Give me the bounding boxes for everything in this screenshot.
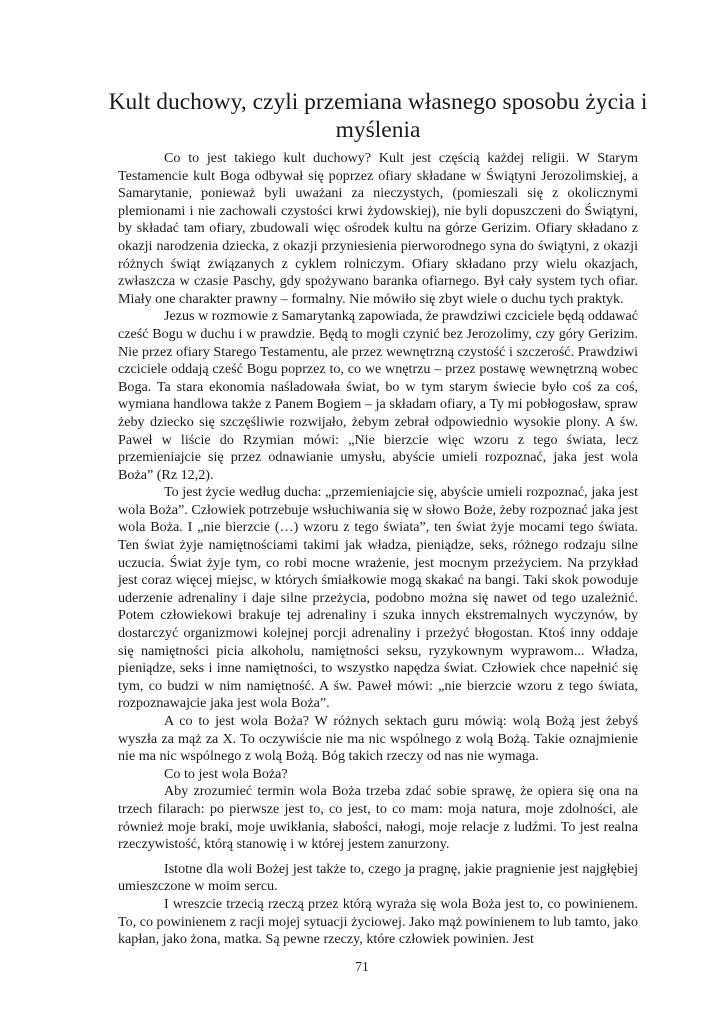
paragraph: Aby zrozumieć termin wola Boża trzeba zdać sobie sprawę, że opiera się ona na trzech filarach: po pierwsze jest to, co jest, to co mam: moja natura, moje zdolności, ale również moje braki, moje uwikłania, słabości, nałogi, moje relacje z ludźmi. To jest realna rzeczywistość, którą stanowię i w której jestem zanurzony.	[118, 783, 638, 853]
paragraph: A co to jest wola Boża? W różnych sektach guru mówią: wolą Bożą jest żebyś wyszła za mąż za X. To oczywiście nie ma nic wspólnego z wolą Bożą. Takie oznajmienie nie ma nic wspólnego z wolą Bożą. Bóg takich rzeczy od nas nie wymaga.	[118, 713, 638, 765]
paragraph: Co to jest takiego kult duchowy? Kult jest częścią każdej religii. W Starym Testamencie kult Boga odbywał się poprzez ofiary składane w Świątyni Jerozolimskiej, a Samarytanie, ponieważ byli uważani za nieczystych, (pomieszali się z okolicznymi plemionami i nie zachowali czystości krwi żydowskiej), nie byli dopuszczeni do Świątyni, by składać tam ofiary, zbudowali więc ośrodek kultu na górze Gerizim. Ofiary składano z okazji narodzenia dziecka, z okazji przyniesienia pierworodnego syna do świątyni, z okazji różnych świąt związanych z cyklem rolniczym. Ofiary składano przy wielu okazjach, zwłaszcza w czasie Paschy, gdy spożywano baranka ofiarnego. Był cały system tych ofiar. Miały one charakter prawny – formalny. Nie mówiło się zbyt wiele o duchu tych praktyk.	[118, 150, 638, 307]
body-text	[118, 150, 638, 949]
page-number: 71	[355, 959, 369, 974]
paragraph: Co to jest wola Boża?	[164, 765, 288, 782]
paragraph: Istotne dla woli Bożej jest także to, czego ja pragnę, jakie pragnienie jest najgłębiej umieszczone w moim sercu.	[118, 860, 638, 895]
paragraph: To jest życie według ducha: „przemieniajcie się, abyście umieli rozpoznać, jaka jest wola Boża”. Człowiek potrzebuje wsłuchiwania się w słowo Boże, żeby rozpoznać jaka jest wola Boża. I „nie bierzcie (…) wzoru z tego świata”, ten świat żyje mocami tego świata. Ten świat żyje namiętnościami takimi jak władza, pieniądze, seks, różnego rodzaju silne uczucia. Świat żyje tym, co robi mocne wrażenie, jest mocnym przeżyciem. Na przykład jest coraz więcej miejsc, w których śmiałkowie mogą skakać na bangi. Taki skok powoduje uderzenie adrenaliny i daje silne przeżycia, podobno można się nawet od tego uzależnić. Potem człowiekowi brakuje tej adrenaliny i szuka innych ekstremalnych wyczynów, by dostarczyć organizmowi kolejnej porcji adrenaliny i przeżyć błogostan. Ktoś inny oddaje się namiętności picia alkoholu, namiętności seksu, ryzykownym wyprawom... Władza, pieniądze, seks i inne namiętności, to wszystko napędza świat. Człowiek chce napełnić się tym, co budzi w nim namiętność. A św. Paweł mówi: „nie bierzcie wzoru z tego świata, rozpoznawajcie jaka jest wola Boża”.	[118, 484, 638, 712]
paragraph: I wreszcie trzecią rzeczą przez którą wyraża się wola Boża jest to, co powinienem. To, co powinienem z racji mojej sytuacji życiowej. Jako mąż powinienem to lub tamto, jako kapłan, jako żona, matka. Są pewne rzeczy, które człowiek powinien. Jest	[118, 895, 638, 948]
chapter-title: Kult duchowy, czyli przemiana własnego sposobu życia i myślenia	[108, 89, 648, 143]
paragraph: Jezus w rozmowie z Samarytanką zapowiada, że prawdziwi czciciele będą oddawać cześć Bogu w duchu i w prawdzie. Będą to mogli czynić bez Jerozolimy, czy góry Gerizim. Nie przez ofiary Starego Testamentu, ale przez wewnętrzną czystość i szczerość. Prawdziwi czciciele oddają cześć Bogu poprzez to, co we wnętrzu – przez postawę wewnętrzną wobec Boga. Ta stara ekonomia naśladowała świat, bo w tym starym świecie było coś za coś, wymiana handlowa także z Panem Bogiem – ja składam ofiary, a Ty mi pobłogosław, spraw żeby dziecko się szczęśliwie rozwijało, żebym zebrał odpowiednio wysokie plony. A św. Paweł w liście do Rzymian mówi: „Nie bierzcie więc wzoru z tego świata, lecz przemieniajcie się przez odnawianie umysłu, abyście umieli rozpoznać, jaka jest wola Boża” (Rz 12,2).	[118, 308, 638, 483]
